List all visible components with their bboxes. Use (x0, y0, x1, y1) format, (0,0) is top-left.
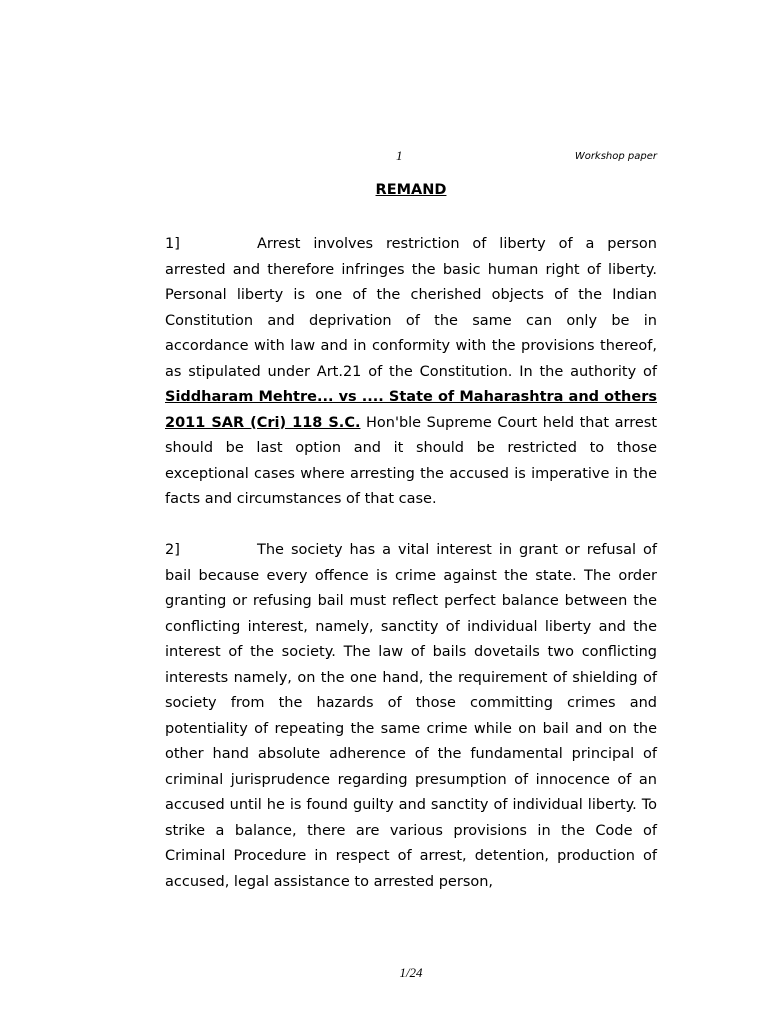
paragraph-text: Arrest involves restriction of liberty of a person arrested and therefore infringes the basic human right of liberty. Personal liberty is one of the cherished objects of the Indian Constitution and deprivation of the same can only be in accordance with law and in conformity with the provisions thereof, as stipulated under Art.21 of the Constitution. In the authority of (165, 236, 657, 380)
paragraph-text: Hon'ble Supreme Court held that arrest should be last option and it should be restricted to those exceptional cases where arresting the accused is imperative in the facts and circumstances of that case. (165, 414, 658, 507)
paragraph-text: The society has a vital interest in grant or refusal of bail because every offence is crime against the state. The order granting or refusing bail must reflect perfect balance between the conflicting interest, namely, sanctity of individual liberty and the interest of the society. The law of bails dovetails two conflicting interests namely, on the one hand, the requirement of shielding of society from the hazards of those committing crimes and potentiality of repeating the same crime while on bail and on the other hand absolute adherence of the fundamental principal of criminal jurisprudence regarding presumption of innocence of an accused until he is found guilty and sanctity of individual liberty. To strike a balance, there are various provisions in the Code of Criminal Procedure in respect of arrest, detention, production of accused, legal assistance to arrested person, (165, 542, 657, 890)
paragraph-number: 2] (165, 542, 180, 558)
paragraph-number: 1] (165, 236, 180, 252)
document-body (165, 232, 657, 921)
page-number-top: 1 (396, 148, 403, 163)
document-title: REMAND (375, 182, 447, 198)
case-citation: Siddharam Mehtre... vs .... State of Maharashtra and others 2011 SAR (Cri) 118 S.C. (165, 389, 657, 431)
paragraph-2 (165, 538, 657, 895)
page-footer: 1/24 (399, 965, 423, 980)
paragraph-1 (165, 232, 657, 513)
header-label: Workshop paper (574, 151, 657, 162)
